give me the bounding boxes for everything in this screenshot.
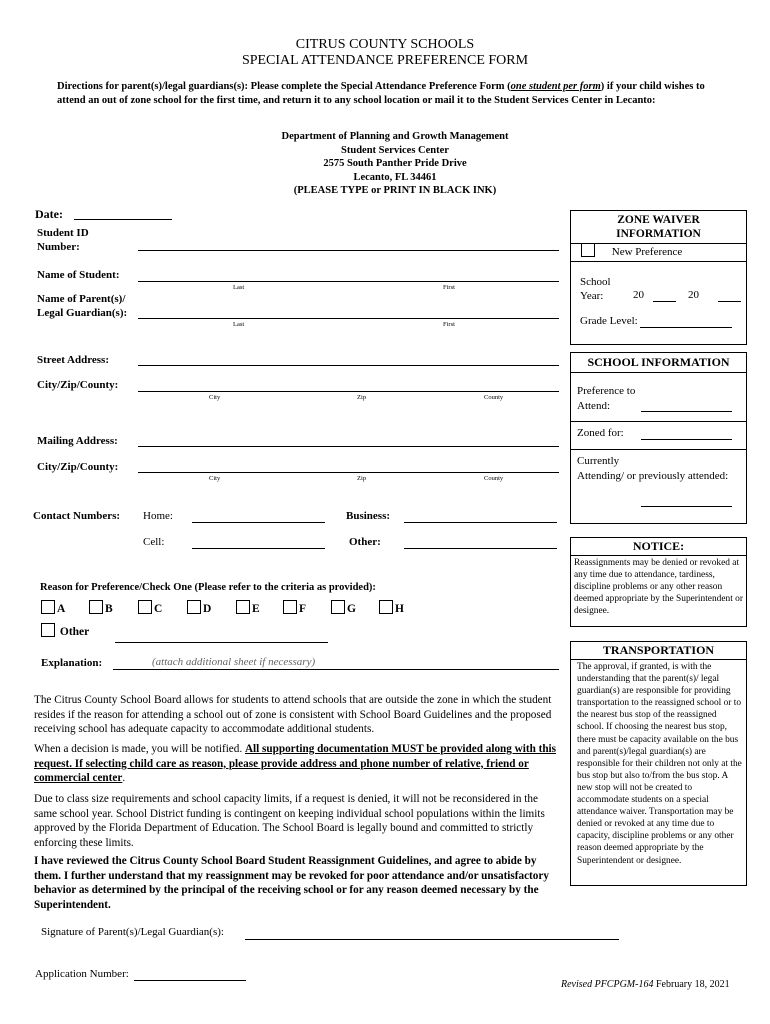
business-phone-label: Business: (346, 510, 391, 522)
form-title-line1: CITRUS COUNTY SCHOOLS (295, 37, 475, 52)
checkbox[interactable] (379, 600, 393, 614)
reason-option-e[interactable]: E (236, 600, 284, 615)
city-zip-county-label: City/Zip/County: (37, 379, 119, 391)
school-year-label: School Year: (580, 276, 611, 302)
signature-label: Signature of Parent(s)/Legal Guardian(s): (41, 926, 224, 938)
divider (571, 421, 746, 422)
mailing-address-label: Mailing Address: (37, 435, 118, 447)
first-sublabel: First (443, 321, 455, 328)
other-reason-field[interactable] (115, 642, 328, 643)
policy-paragraph: The Citrus County School Board allows for students to attend schools that are outside the zone in which the student resides if the reason for attending a school out of zone is consistent with School Board Guidelines and the proposed receiving school has adequate capacity to accommodate additional students. (34, 694, 552, 735)
student-id-field[interactable] (138, 250, 559, 251)
cell-phone-field[interactable] (192, 548, 325, 549)
contact-numbers-label: Contact Numbers: (33, 510, 121, 522)
signature-field[interactable] (245, 939, 619, 940)
preference-school-field[interactable] (641, 411, 732, 412)
transportation-text: The approval, if granted, is with the understanding that the parent(s)/ legal guardian(s) are responsible for providing transportation to the reassigned school or to the nearest bus stop of the reassigned school. If choosing the nearest bus stop, there must be capacity available on the bus and parent(s)/legal guardian(s) are responsible for their children not only at the bus stop but also to/from the bus stop. A new stop will not be created to accommodate students on a special attendance waiver. Transportation may be denied or revoked at any time due to capacity, discipline problems or any other reason deemed appropriate by the Superintendent or designee. (577, 662, 742, 866)
checkbox[interactable] (283, 600, 297, 614)
reason-option-f[interactable]: F (283, 600, 331, 615)
reason-option-c[interactable]: C (138, 600, 186, 615)
home-phone-field[interactable] (192, 522, 325, 523)
reason-heading: Reason for Preference/Check One (Please refer to the criteria as provided): (40, 582, 376, 593)
divider (571, 449, 746, 450)
year-prefix-1: 20 (633, 289, 644, 301)
cell-phone-label: Cell: (143, 536, 165, 548)
explanation-field[interactable] (113, 669, 559, 670)
business-phone-field[interactable] (404, 522, 557, 523)
form-title-line2: SPECIAL ATTENDANCE PREFERENCE FORM (241, 53, 529, 68)
new-preference-option[interactable]: New Preference (581, 243, 682, 258)
documentation-paragraph: When a decision is made, you will be notified. All supporting documentation MUST be provided along with this request. If selecting child care as reason, please provide address and phone number of relative, friend or commercial center. (34, 743, 557, 784)
checkbox[interactable] (89, 600, 103, 614)
county-sublabel: County (484, 475, 504, 482)
school-year-end-field[interactable] (718, 301, 741, 302)
first-sublabel: First (443, 284, 455, 291)
county-sublabel: County (484, 394, 504, 401)
last-sublabel: Last (233, 321, 245, 328)
application-number-label: Application Number: (35, 968, 129, 980)
date-field[interactable] (74, 219, 172, 220)
current-school-field[interactable] (641, 506, 732, 507)
notice-text: Reassignments may be denied or revoked at any time due to attendance, tardiness, discipline problems or any other reason deemed appropriate by the Superintendent or designee. (574, 558, 743, 617)
school-information-title: SCHOOL INFORMATION (571, 353, 746, 373)
checkbox[interactable] (41, 623, 55, 637)
checkbox[interactable] (581, 243, 595, 257)
transportation-box (570, 641, 747, 886)
preference-label: Preference to Attend: (577, 385, 636, 412)
school-year-start-field[interactable] (653, 301, 676, 302)
grade-level-field[interactable] (640, 327, 732, 328)
checkbox[interactable] (138, 600, 152, 614)
street-address-label: Street Address: (37, 354, 110, 366)
year-prefix-2: 20 (688, 289, 699, 301)
city-sublabel: City (209, 394, 221, 401)
currently-attending-label: Currently Attending/ or previously attended: (577, 455, 729, 482)
other-phone-field[interactable] (404, 548, 557, 549)
application-number-field[interactable] (134, 980, 246, 981)
parent-name-label: Name of Parent(s)/ Legal Guardian(s): (37, 293, 128, 319)
revision-note: Revised PFCPGM-164 February 18, 2021 (561, 979, 730, 990)
home-phone-label: Home: (143, 510, 173, 522)
reason-option-g[interactable]: G (331, 600, 379, 615)
zone-waiver-box (570, 210, 747, 345)
city-zip-county-label: City/Zip/County: (37, 461, 119, 473)
notice-box (570, 537, 747, 627)
agreement-paragraph: I have reviewed the Citrus County School Board Student Reassignment Guidelines, and agree to abide by them. I further understand that my reassignment may be revoked for poor attendance and/or unsatisfactory behavior as determined by the principal of the receiving school or for any reason deemed necessary by the Superintendent. (34, 855, 549, 911)
reason-option-d[interactable]: D (187, 600, 235, 615)
parent-name-field[interactable] (138, 318, 559, 319)
zoned-school-field[interactable] (641, 439, 732, 440)
zone-waiver-title: ZONE WAIVER INFORMATION (571, 211, 746, 244)
reason-option-b[interactable]: B (89, 600, 137, 615)
city-zip-county-field[interactable] (138, 391, 559, 392)
other-phone-label: Other: (349, 536, 381, 548)
last-sublabel: Last (233, 284, 245, 291)
checkbox[interactable] (187, 600, 201, 614)
school-information-box (570, 352, 747, 524)
reason-option-a[interactable]: A (41, 600, 89, 615)
city-sublabel: City (209, 475, 221, 482)
zoned-for-label: Zoned for: (577, 427, 624, 439)
zip-sublabel: Zip (357, 475, 367, 482)
checkbox[interactable] (331, 600, 345, 614)
explanation-hint: (attach additional sheet if necessary) (152, 656, 316, 668)
checkbox[interactable] (236, 600, 250, 614)
student-name-field[interactable] (138, 281, 559, 282)
transportation-title: TRANSPORTATION (571, 642, 746, 660)
capacity-paragraph: Due to class size requirements and school capacity limits, if a request is denied, it will not be reconsidered in the same school year. School District funding is contingent on keeping individual school populations within the limits approved by the Florida Department of Education. The School Board is legally bound and committed to strictly enforcing these limits. (34, 793, 545, 849)
notice-title: NOTICE: (571, 538, 746, 556)
explanation-label: Explanation: (41, 657, 103, 669)
directions: Directions for parent(s)/legal guardians(s): Please complete the Special Attendance Preference Form (one student per form) if your child wishes to attend an out of zone school for the first time, and return it to any school location or mail it to the Student Services Center in Lecanto: (57, 81, 705, 106)
date-label: Date: (35, 207, 63, 221)
student-name-label: Name of Student: (37, 269, 120, 281)
zip-sublabel: Zip (357, 394, 367, 401)
student-id-label: Student ID Number: (37, 227, 89, 253)
mailing-address-field[interactable] (138, 446, 559, 447)
divider (571, 261, 746, 262)
mailing-address-block: Department of Planning and Growth Management Student Services Center 2575 South Panther Pride Drive Lecanto, FL 34461 (PLEASE TYPE or PRINT IN BLACK INK) (281, 131, 509, 197)
reason-option-other[interactable]: Other (41, 623, 89, 638)
checkbox[interactable] (41, 600, 55, 614)
mailing-city-zip-county-field[interactable] (138, 472, 559, 473)
reason-option-h[interactable]: H (379, 600, 427, 615)
street-address-field[interactable] (138, 365, 559, 366)
grade-level-label: Grade Level: (580, 315, 638, 327)
